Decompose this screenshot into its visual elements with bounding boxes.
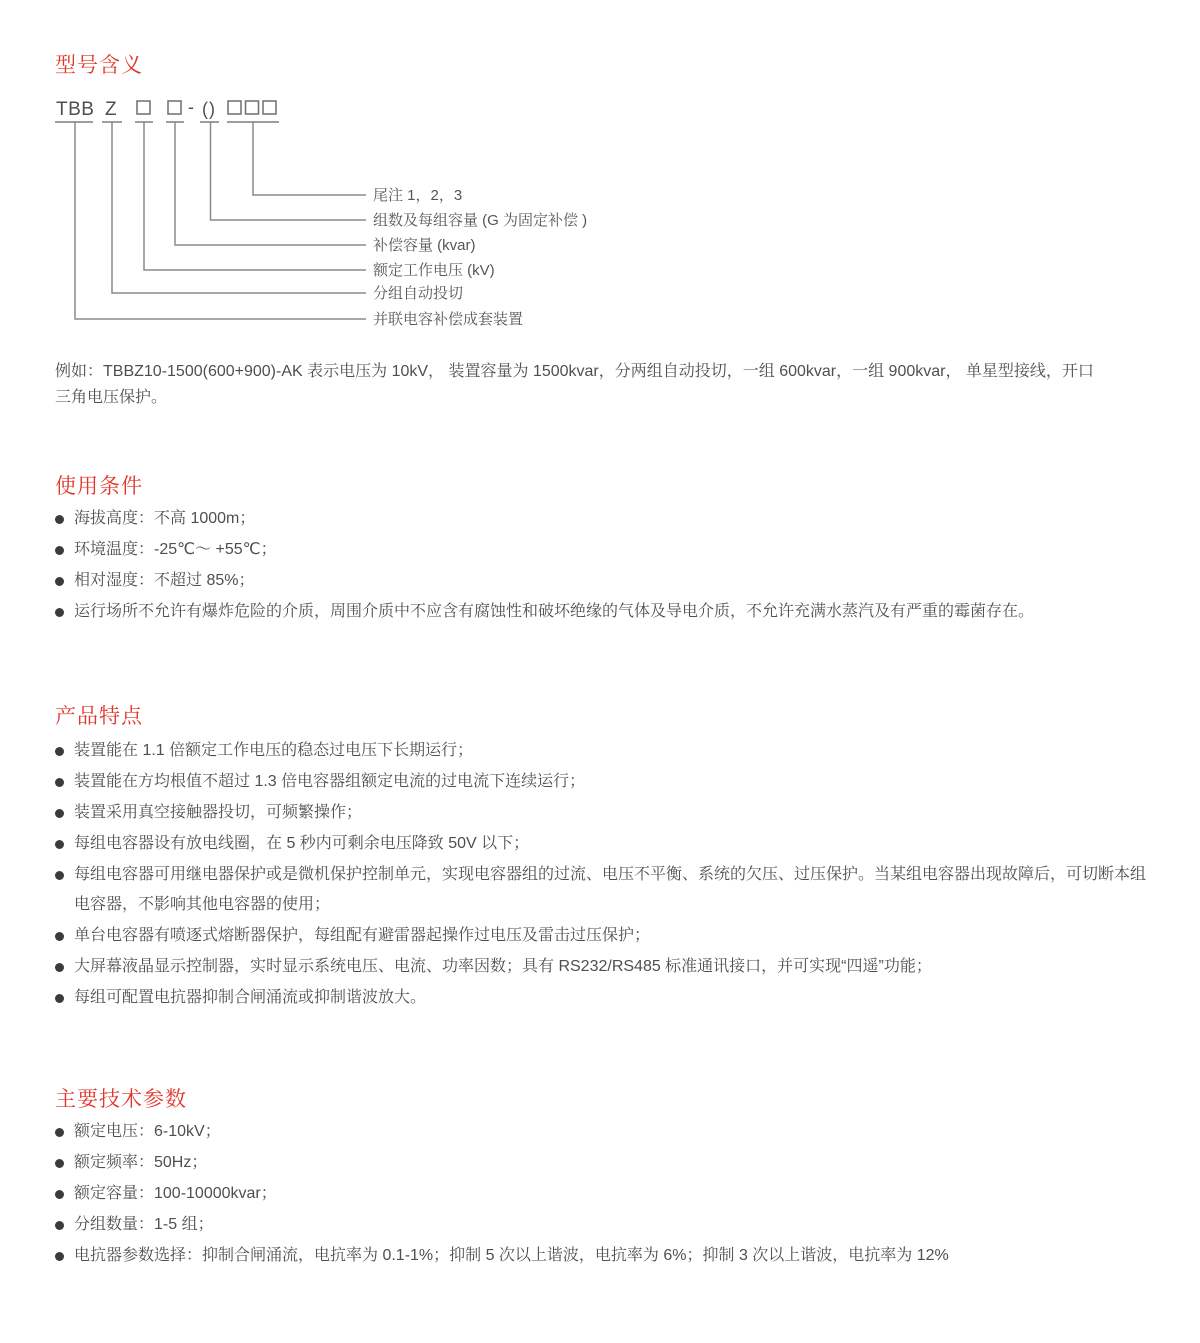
list-item — [55, 921, 1160, 951]
list-item-text: 电抗器参数选择：抑制合闸涌流，电抗率为 0.1-1%；抑制 5 次以上谐波，电抗率为 6%；抑制 3 次以上谐波，电抗率为 12% — [74, 1247, 949, 1264]
code-label-suffix: 尾注 1，2，3 — [373, 187, 463, 204]
list-item-text: 大屏幕液晶显示控制器，实时显示系统电压、电流、功率因数；具有 RS232/RS485 标准通讯接口，并可实现“四遥”功能； — [74, 958, 932, 975]
list-item-text: 每组电容器设有放电线圈，在 5 秒内可剩余电压降致 50V 以下； — [74, 835, 530, 852]
bullet-icon — [55, 809, 64, 818]
bullet-icon — [55, 515, 64, 524]
list-item-text: 单台电容器有喷逐式熔断器保护，每组配有避雷器起操作过电压及雷击过压保护； — [74, 927, 651, 944]
example-line-2: 三角电压保护。 — [55, 389, 168, 406]
bullet-icon — [55, 1190, 64, 1199]
list-item-text: 海拔高度：不高 1000m； — [74, 510, 256, 527]
list-item — [55, 535, 1160, 565]
features-list — [55, 736, 1160, 1014]
model-code-diagram — [0, 0, 800, 360]
connector-line — [112, 122, 366, 293]
code-group-switch: Z — [105, 99, 118, 120]
bullet-icon — [55, 1128, 64, 1137]
code-label-auto-switch: 分组自动投切 — [373, 285, 464, 302]
list-item-text: 额定频率：50Hz； — [74, 1154, 208, 1171]
list-item — [55, 736, 1160, 766]
list-item-text: 环境温度：-25℃～ +55℃； — [74, 541, 277, 558]
list-item — [55, 829, 1160, 859]
code-box — [137, 101, 150, 114]
list-item — [55, 860, 1160, 920]
list-item-text: 装置采用真空接触器投切，可频繁操作； — [74, 804, 363, 821]
list-item — [55, 1179, 1160, 1209]
example-line-1: 例如：TBBZ10-1500(600+900)-AK 表示电压为 10kV， 装置容量为 1500kvar，分两组自动投切，一组 600kvar，一组 900kvar， 单星型接线，开口 — [55, 363, 1094, 380]
list-item — [55, 1148, 1160, 1178]
code-box — [263, 101, 276, 114]
model-example-text — [55, 359, 1160, 411]
list-item — [55, 983, 1160, 1013]
list-item-text: 每组电容器可用继电器保护或是微机保护控制单元，实现电容器组的过流、电压不平衡、系统的欠压、过压保护。当某组电容器出现故障后，可切断本组电容器，不影响其他电容器的使用； — [74, 866, 1147, 913]
code-label-voltage: 额定工作电压 (kV) — [373, 262, 495, 279]
code-label-device: 并联电容补偿成套装置 — [373, 311, 524, 328]
bullet-icon — [55, 1252, 64, 1261]
bullet-icon — [55, 747, 64, 756]
list-item — [55, 1241, 1160, 1271]
list-item — [55, 767, 1160, 797]
bullet-icon — [55, 608, 64, 617]
bullet-icon — [55, 840, 64, 849]
list-item-text: 运行场所不允许有爆炸危险的介质，周围介质中不应含有腐蚀性和破坏绝缘的气体及导电介质，不允许充满水蒸汽及有严重的霉菌存在。 — [74, 603, 1035, 620]
list-item — [55, 504, 1160, 534]
bullet-icon — [55, 932, 64, 941]
conditions-list — [55, 504, 1160, 628]
bullet-icon — [55, 963, 64, 972]
list-item-text: 每组可配置电抗器抑制合闸涌流或抑制谐波放大。 — [74, 989, 427, 1006]
section-title-parameters: 主要技术参数 — [55, 1088, 187, 1111]
list-item-text: 相对湿度：不超过 85%； — [74, 572, 255, 589]
list-item-text: 额定容量：100-10000kvar； — [74, 1185, 277, 1202]
list-item — [55, 798, 1160, 828]
code-parens: () — [202, 99, 216, 119]
bullet-icon — [55, 577, 64, 586]
bullet-icon — [55, 871, 64, 880]
code-box — [168, 101, 181, 114]
list-item-text: 额定电压：6-10kV； — [74, 1123, 221, 1140]
list-item — [55, 566, 1160, 596]
list-item-text: 装置能在 1.1 倍额定工作电压的稳态过电压下长期运行； — [74, 742, 474, 759]
list-item — [55, 1210, 1160, 1240]
connector-line — [211, 122, 367, 220]
connector-line — [144, 122, 366, 270]
list-item — [55, 597, 1160, 627]
code-box — [246, 101, 259, 114]
code-box — [228, 101, 241, 114]
section-title-model: 型号含义 — [55, 54, 143, 77]
bullet-icon — [55, 546, 64, 555]
list-item — [55, 1117, 1160, 1147]
code-dash: - — [188, 97, 194, 117]
bullet-icon — [55, 778, 64, 787]
code-label-groups: 组数及每组容量 (G 为固定补偿 ) — [373, 212, 588, 229]
parameters-list — [55, 1117, 1160, 1272]
code-label-capacity: 补偿容量 (kvar) — [373, 237, 476, 254]
connector-line — [253, 122, 366, 195]
connector-line — [175, 122, 366, 245]
section-title-conditions: 使用条件 — [55, 475, 143, 498]
section-title-features: 产品特点 — [55, 705, 143, 728]
bullet-icon — [55, 1159, 64, 1168]
list-item-text: 装置能在方均根值不超过 1.3 倍电容器组额定电流的过电流下连续运行； — [74, 773, 586, 790]
list-item — [55, 952, 1160, 982]
bullet-icon — [55, 1221, 64, 1230]
bullet-icon — [55, 994, 64, 1003]
code-prefix: TBB — [56, 99, 95, 120]
list-item-text: 分组数量：1-5 组； — [74, 1216, 214, 1233]
